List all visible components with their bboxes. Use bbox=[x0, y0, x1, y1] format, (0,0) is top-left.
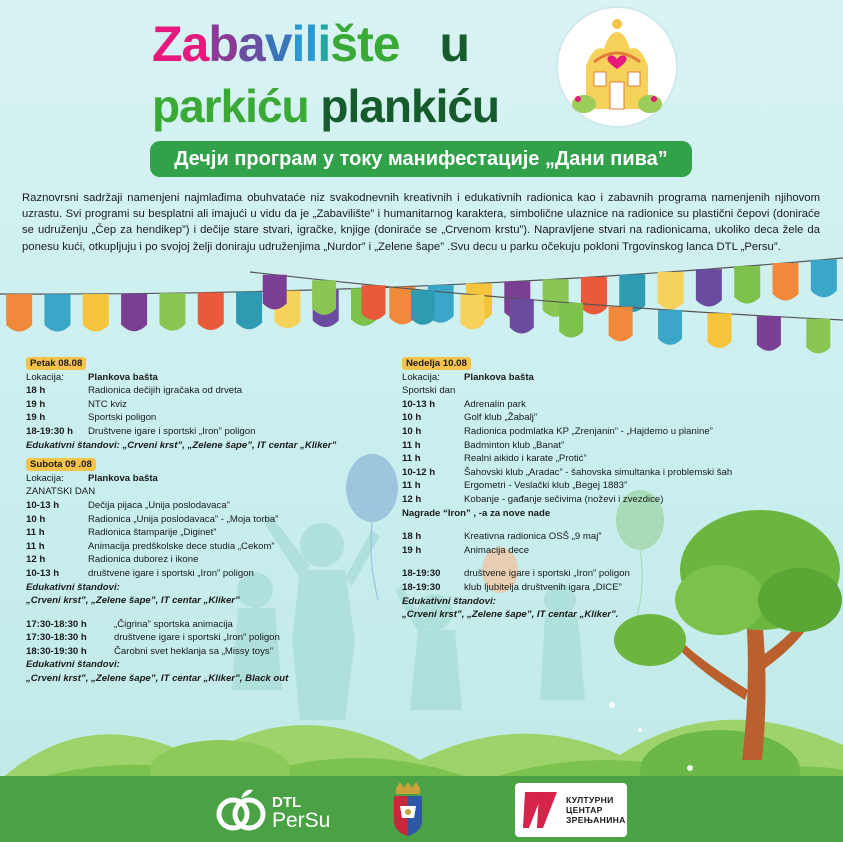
kc-line-3: ЗРЕЊАНИНА bbox=[566, 815, 626, 825]
title-word-u: u bbox=[439, 16, 470, 72]
schedule-row bbox=[402, 530, 822, 544]
edukativni-standovi-subota-2: „Crveni krst”, „Zelene šape”, IT centar „Kliker”, Black out bbox=[26, 673, 289, 685]
day-badge-subota: Subota 09 .08 bbox=[26, 458, 96, 471]
schedule-row bbox=[26, 499, 386, 513]
schedule-activity: društvene igare i sportski „Iron” poligon bbox=[114, 632, 280, 644]
flag-pennant bbox=[811, 260, 837, 298]
schedule-activity: Kobanje - gađanje sečivima (noževi i zvezdice) bbox=[464, 493, 664, 505]
flag-pennant bbox=[121, 294, 147, 332]
flag-pennant bbox=[559, 303, 583, 338]
logo-house-icon bbox=[554, 4, 680, 130]
flag-pennant bbox=[707, 313, 731, 348]
day-label-sportski: Sportski dan bbox=[402, 385, 456, 397]
schedule-time: 10 h bbox=[402, 412, 422, 424]
schedule-time: 12 h bbox=[402, 493, 422, 505]
schedule-row bbox=[26, 384, 386, 398]
schedule-activity: Čarobni svet heklanja sa „Missy toys” bbox=[114, 645, 273, 657]
schedule-time: 12 h bbox=[26, 554, 46, 566]
schedule-row bbox=[402, 452, 822, 466]
schedule-time: 10-12 h bbox=[402, 466, 436, 478]
schedule-row bbox=[26, 513, 386, 527]
schedule-row bbox=[26, 631, 386, 645]
schedule-time: 17:30-18:30 h bbox=[26, 618, 87, 630]
flag-pennant bbox=[734, 266, 760, 304]
schedule-row bbox=[402, 567, 822, 581]
lokacija-label: Lokacija: bbox=[26, 472, 64, 484]
schedule-activity: Radionica podmlatka KP „Zrenjanin” - „Hajdemo u planine” bbox=[464, 425, 713, 437]
title-letter: a bbox=[237, 16, 265, 72]
flag-pennant bbox=[806, 319, 830, 354]
schedule-row bbox=[26, 411, 386, 425]
schedule-row bbox=[402, 411, 822, 425]
schedule-row bbox=[402, 581, 822, 595]
schedule-time: 18:30-19:30 h bbox=[26, 645, 87, 657]
schedule-time: 17:30-18:30 h bbox=[26, 632, 87, 644]
flag-pennant bbox=[6, 294, 32, 332]
lokacija-label: Lokacija: bbox=[402, 371, 440, 383]
schedule-time: 18-19:30 h bbox=[26, 425, 73, 437]
schedule-row bbox=[402, 544, 822, 558]
schedule-time: 10-13 h bbox=[26, 567, 60, 579]
schedule-time: 18-19:30 bbox=[402, 568, 441, 580]
schedule-time: 18 h bbox=[26, 385, 46, 397]
schedule-activity: Realni aikido i karate „Protić” bbox=[464, 453, 587, 465]
schedule-activity: društvene igare i sportski „Iron” poligon bbox=[88, 567, 254, 579]
schedule-activity: NTC kviz bbox=[88, 398, 127, 410]
edukativni-standovi-nedelja: „Crveni krst”, „Zelene šape”, IT centar „Kliker”. bbox=[402, 609, 619, 621]
flag-pennant bbox=[362, 285, 386, 320]
schedule-time: 10-13 h bbox=[26, 499, 60, 511]
schedule-activity: Golf klub „Žabalj” bbox=[464, 412, 538, 424]
schedule-activity: Ergometri - Veslački klub „Begej 1883” bbox=[464, 480, 628, 492]
schedule-activity: Animacija dece bbox=[464, 544, 530, 556]
kc-line-2: ЦЕНТАР bbox=[566, 805, 603, 815]
lokacija-value: Plankova bašta bbox=[88, 371, 158, 383]
schedule-activity: Badminton klub „Banat” bbox=[464, 439, 565, 451]
title-letter: v bbox=[264, 16, 292, 72]
edukativni-standovi-label: Edukativni štandovi: bbox=[402, 595, 496, 607]
title-letter: t bbox=[357, 16, 373, 72]
dtl-persu-text bbox=[272, 795, 330, 832]
schedule-time: 10 h bbox=[402, 425, 422, 437]
schedule-row bbox=[402, 398, 822, 412]
schedule-row bbox=[402, 439, 822, 453]
title-word-zabaviliste bbox=[152, 16, 400, 72]
flag-pennant bbox=[198, 293, 224, 331]
schedule-time: 19 h bbox=[26, 398, 46, 410]
flag-garland-icon bbox=[0, 250, 843, 370]
schedule-activity: „Čigrina” sportska animacija bbox=[114, 618, 233, 630]
flag-pennant bbox=[773, 263, 799, 301]
schedule-row bbox=[26, 553, 386, 567]
title-letter: š bbox=[330, 16, 358, 72]
schedule-time: 11 h bbox=[402, 439, 421, 451]
flag-pennant bbox=[510, 299, 534, 334]
schedule-activity: klub ljubitelja društvenih igara „DICE” bbox=[464, 581, 622, 593]
schedule-time: 10-13 h bbox=[402, 398, 436, 410]
schedule-row bbox=[26, 526, 386, 540]
nagrade-line: Nagrade “Iron” , -a za nove nade bbox=[402, 507, 551, 519]
persu-label: PerSu bbox=[272, 809, 331, 832]
title-line-2 bbox=[152, 80, 499, 132]
schedule-row bbox=[402, 479, 822, 493]
schedule-row bbox=[26, 645, 386, 659]
dtl-label: DTL bbox=[272, 794, 302, 811]
flag-pennant bbox=[44, 294, 70, 332]
schedule-row bbox=[26, 425, 386, 439]
schedule-activity: Radionica „Unija poslodavaca” - „Moja torba” bbox=[88, 513, 279, 525]
schedule-time: 19 h bbox=[26, 412, 46, 424]
schedule-time: 11 h bbox=[26, 527, 45, 539]
edukativni-standovi-subota: „Crveni krst”, „Zelene šape”, IT centar „Kliker” bbox=[26, 595, 240, 607]
schedule-activity: Radionica dečijih igračaka od drveta bbox=[88, 385, 243, 397]
schedule-time: 11 h bbox=[26, 540, 45, 552]
day-label-zanatski: ZANATSKI DAN bbox=[26, 486, 96, 498]
edukativni-standovi-petak: Edukativni štandovi: „Crveni krst”, „Zelene šape”, IT centar „Kliker” bbox=[26, 439, 337, 451]
flag-pennant bbox=[460, 295, 484, 330]
schedule-row bbox=[26, 618, 386, 632]
day-badge-petak: Petak 08.08 bbox=[26, 357, 86, 370]
schedule-time: 10 h bbox=[26, 513, 46, 525]
title-letter: i bbox=[317, 16, 331, 72]
flag-pennant bbox=[263, 275, 287, 310]
schedule-row bbox=[402, 466, 822, 480]
schedule-time: 19 h bbox=[402, 544, 422, 556]
kulturni-centar-text bbox=[566, 795, 626, 825]
schedule-activity: Animacija predškolske dece studia „Cekom” bbox=[88, 540, 275, 552]
flag-pennant bbox=[581, 277, 607, 315]
schedule-time: 18 h bbox=[402, 531, 422, 543]
edukativni-standovi-label: Edukativni štandovi: bbox=[26, 581, 120, 593]
title-letter: a bbox=[181, 16, 209, 72]
flag-pennant bbox=[83, 294, 109, 332]
intro-paragraph: Raznovrsni sadržaji namenjeni najmlađima obuhvataće niz svakodnevnih kreativnih i edukativnih radionica kao i zabavnih programa namenjenih njihovom uzrastu. Svi programi su besplatni ali imajući u vidu da je „Zabavilište” i humanitarnog karaktera, simbolične ulaznice na radionice su plastični čepovi (doniraće se udruženju „Čep za hendikep”) i dečije stare stvari, igračke, knjige (doniraće se „Crvenom krstu”). Napravljene stvari na radionicama, ukoliko deca žele da ponesu kući, otkupljuju i po svojoj želji doniraju udruženjima „Nurdor” i „Zelene šape” .Svu decu u parku očekuju pokloni Trgovinskog lanca DTL „Persu”. bbox=[22, 192, 820, 253]
flag-pennant bbox=[609, 307, 633, 342]
schedule-row bbox=[26, 540, 386, 554]
schedule-row bbox=[26, 567, 386, 581]
flag-pennant bbox=[159, 293, 185, 331]
schedule-activity: Adrenalin park bbox=[464, 398, 526, 410]
schedule-activity: Radionica duborez i ikone bbox=[88, 554, 199, 566]
schedule-time: 11 h bbox=[402, 480, 421, 492]
edukativni-standovi-label: Edukativni štandovi: bbox=[26, 659, 120, 671]
schedule-activity: Šahovski klub „Aradac” - šahovska simultanka i problemski šah bbox=[464, 466, 733, 478]
schedule-right-column bbox=[402, 357, 822, 622]
title-letter: e bbox=[372, 16, 400, 72]
title-word-parkicu: parkiću bbox=[152, 80, 309, 132]
schedule-row bbox=[402, 425, 822, 439]
title-letter: l bbox=[304, 16, 318, 72]
lokacija-value: Plankova bašta bbox=[464, 371, 534, 383]
schedule-activity: Društvene igare i sportski „Iron” poligon bbox=[88, 425, 256, 437]
title-letter: i bbox=[291, 16, 305, 72]
title-letter: b bbox=[208, 16, 238, 72]
schedule-activity: Radionica štamparije „Diginet” bbox=[88, 527, 217, 539]
schedule-activity: društvene igare i sportski „Iron” poligon bbox=[464, 568, 630, 580]
flag-pennant bbox=[658, 272, 684, 310]
schedule-left-column bbox=[26, 357, 386, 686]
flag-pennant bbox=[236, 292, 262, 330]
title-letter: Z bbox=[152, 16, 182, 72]
schedule-activity: Dečija pijaca „Unija poslodavaca” bbox=[88, 499, 230, 511]
flag-pennant bbox=[696, 269, 722, 307]
flag-pennant bbox=[658, 310, 682, 345]
schedule-time: 11 h bbox=[402, 453, 421, 465]
city-crest-icon bbox=[390, 780, 426, 838]
title-word-plankicu: plankiću bbox=[320, 80, 500, 132]
flag-pennant bbox=[312, 280, 336, 315]
schedule-time: 18-19:30 bbox=[402, 581, 441, 593]
lokacija-label: Lokacija: bbox=[26, 371, 64, 383]
schedule-activity: Sportski poligon bbox=[88, 412, 157, 424]
flag-pennant bbox=[757, 316, 781, 351]
kulturni-centar-logo-icon bbox=[521, 788, 559, 832]
flag-pennant bbox=[411, 290, 435, 325]
title-line-1 bbox=[152, 16, 469, 72]
schedule-activity: Kreativna radionica OSŠ „9 maj” bbox=[464, 531, 602, 543]
subtitle-banner: Дечји програм у току манифестације „Дани пива” bbox=[150, 141, 692, 177]
schedule-row bbox=[402, 493, 822, 507]
day-badge-nedelja: Nedelja 10.08 bbox=[402, 357, 471, 370]
kc-line-1: КУЛТУРНИ bbox=[566, 795, 614, 805]
schedule-row bbox=[26, 398, 386, 412]
lokacija-value: Plankova bašta bbox=[88, 472, 158, 484]
